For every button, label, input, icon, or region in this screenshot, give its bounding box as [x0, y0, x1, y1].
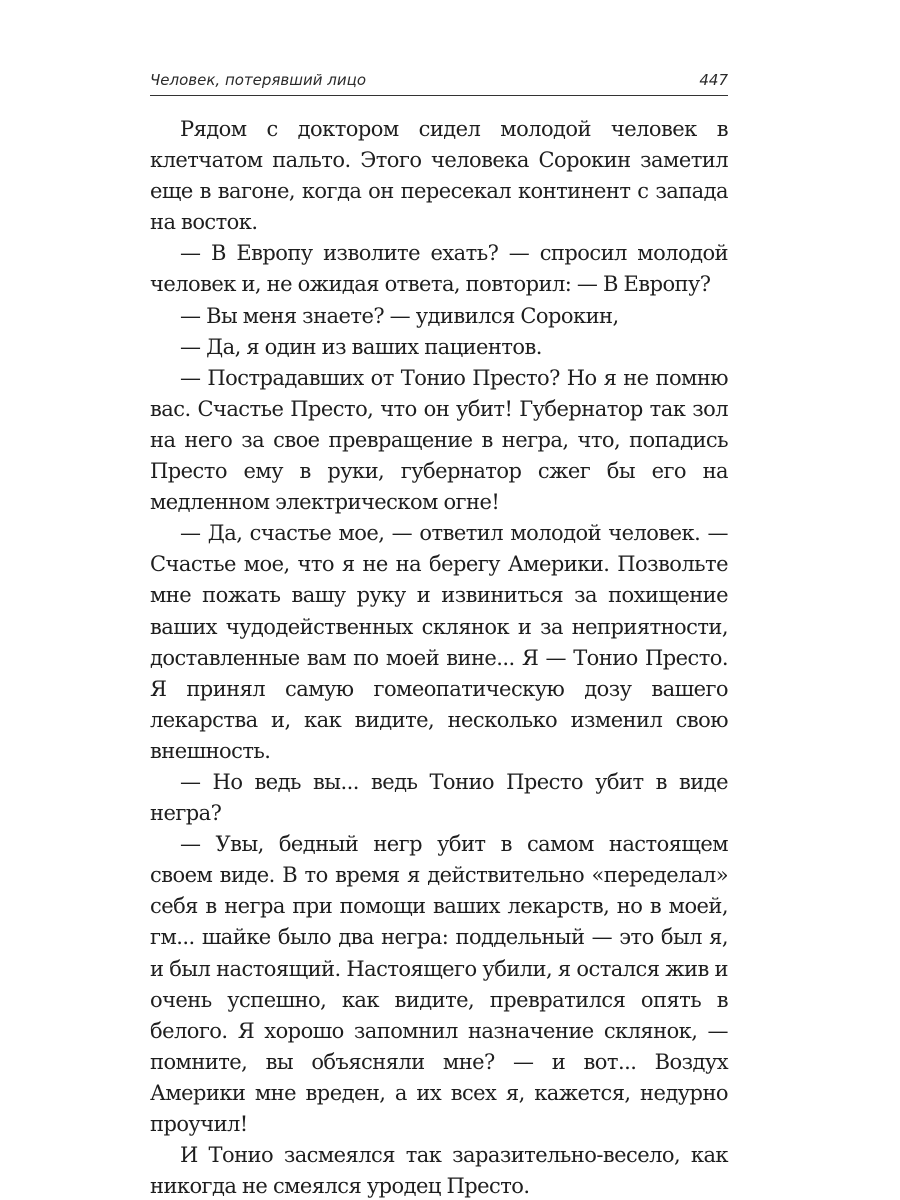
paragraph: — Но ведь вы... ведь Тонио Престо убит в виде негра?: [150, 769, 728, 826]
running-head-title: Человек, потерявший лицо: [150, 71, 366, 89]
paragraph: И Тонио засмеялся так заразительно-весело, как никогда не смеялся уродец Престо.: [150, 1143, 728, 1199]
running-header: [150, 66, 728, 96]
page-number: 447: [699, 71, 728, 89]
paragraph: — Вы меня знаете? — удивился Сорокин,: [180, 303, 619, 328]
paragraph: — Увы, бедный негр убит в самом настоящем своем виде. В то время я действительно «переделал» себя в негра при помощи ваших лекарств, но в моей, гм... шайке было два негра: поддельный — это был я, и был настоящий. Настоящего убили, я остался жив и очень успешно, как видите, превратился опять в белого. Я хорошо запомнил назначение склянок, — помните, вы объясняли мне? — и вот... Воздух Америки мне вреден, а их всех я, кажется, недурно проучил!: [150, 832, 728, 1136]
paragraph: — В Европу изволите ехать? — спросил молодой человек и, не ожидая ответа, повторил: — В Европу?: [150, 241, 728, 297]
body-text: [150, 114, 728, 1200]
paragraph: Рядом с доктором сидел молодой человек в клетчатом пальто. Этого человека Сорокин заметил еще в вагоне, когда он пересекал континент с запада на восток.: [150, 117, 728, 235]
paragraph: — Да, счастье мое, — ответил молодой человек. — Счастье мое, что я не на берегу Америки. Позвольте мне пожать вашу руку и извиниться за похищение ваших чудодейственных склянок и за неприятности, доставленные вам по моей вине... Я — Тонио Престо. Я принял самую гомеопатическую дозу вашего лекарства и, как видите, несколько изменил свою внешность.: [150, 521, 728, 763]
paragraph: — Пострадавших от Тонио Престо? Но я не помню вас. Счастье Престо, что он убит! Губернатор так зол на него за свое превращение в негра, что, попадись Престо ему в руки, губернатор сжег бы его на медленном электрическом огне!: [150, 365, 728, 515]
paragraph: — Да, я один из ваших пациентов.: [180, 334, 542, 359]
